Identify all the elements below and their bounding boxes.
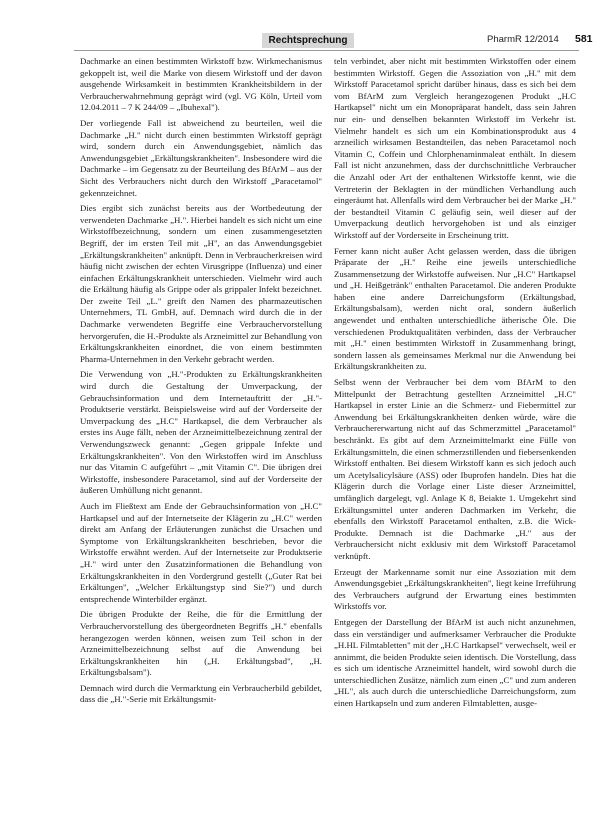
paragraph: Dachmarke an einen bestimmten Wirkstoff bzw. Wirkmechanismus gekoppelt ist, weil die Marke von diesem Wirkstoff und der davon ausgehende Wirksamkeit in bestimmten Krankheitsbildern in der Verbraucherwahrnehmung geprägt wird (vgl. VG Köln, Urteil vom 12.04.2011 – 7 K 244/09 – „Ibuhexal"). [80, 56, 322, 113]
paragraph: Der vorliegende Fall ist abweichend zu beurteilen, weil die Dachmarke „H." nicht durch einen bestimmten Wirkstoff geprägt wird, sondern durch ein Anwendungsgebiet, nämlich das Anwendungsgebiet „Erkältungskrankheiten". Insbesondere wird die Dachmarke – im Gegensatz zu der Beurteilung des BfArM – aus der Sicht des Verbrauchers nicht durch den Wirkstoff „Paracetamol" gekennzeichnet. [80, 117, 322, 198]
paragraph: Erzeugt der Markenname somit nur eine Assoziation mit dem Anwendungsgebiet „Erkältungskrankheiten", liegt keine Irreführung des Verbrauchers aufgrund der Erwartung eines bestimmten Wirkstoffs vor. [334, 566, 576, 612]
page-number: 581 [575, 33, 593, 45]
paragraph: Ferner kann nicht außer Acht gelassen werden, dass die übrigen Präparate der „H." Reihe eine jeweils unterschiedliche Zusammensetzung der Wirkstoffe aufweisen. Nur „H.C" Hartkapsel und „H. Heißgetränk" enthalten Paracetamol. Die anderen Produkte haben eine andere Darreichungsform (Erkältungsbad, Erkältungsbalsam), werden nicht oral, sondern äußerlich angewendet und enthalten unterschiedliche ätherische Öle. Die verschiedenen Produktqualitäten verbinden, dass der Verbraucher mit „H." einen bestimmten Wirkstoff in Zusammenhang bringt, sondern lassen als gemeinsames Merkmal nur die Anwendung bei Erkältungskrankheiten zu. [334, 245, 576, 372]
text-column-right [334, 56, 576, 830]
paragraph: teln verbindet, aber nicht mit bestimmten Wirkstoffen oder einem bestimmten Wirkstoff. Gegen die Assoziation von „H." mit dem Wirkstoff Paracetamol spricht darüber hinaus, dass es sich bei dem vom BfArM zum Vergleich herangezogenen Produkt „H.C Hartkapsel" nicht um ein Monopräparat handelt, dass sein Jahren nur ein- und denselben bekannten Wirkstoff im Verkehr ist. Vielmehr handelt es sich um ein Kombinationsprodukt aus 4 arzneilich wirksamen Bestandteilen, das neben Paracetamol noch Vitamin C, Coffein und Chlorphenaminmaleat enthält. In diesem Fall ist nicht anzunehmen, dass der durchschnittliche Verbraucher die Anzahl oder Art der enthaltenen Wirkstoffe kennt, wie die Vertreterin der Beklagten in der mündlichen Verhandlung auch eingeräumt hat. Allenfalls wird dem Verbraucher bei der Marke „H." der bestandteil Vitamin C geläufig sein, weil dieser auf der Umverpackung deutlich hervorgehoben ist und als einziger Wirkstoff auf der Vorderseite in Erscheinung tritt. [334, 56, 576, 240]
paragraph: Demnach wird durch die Vermarktung ein Verbraucherbild gebildet, dass die „H."-Serie mit Erkältungsmit- [80, 682, 322, 705]
section-header-tab [262, 33, 354, 48]
text-column-left [80, 56, 322, 830]
journal-reference: PharmR 12/2014 [487, 34, 559, 45]
paragraph: Dies ergibt sich zunächst bereits aus der Wortbedeutung der verwendeten Dachmarke „H.". Hierbei handelt es sich nicht um eine Wirkstoffbezeichnung, sondern um einen zusammengesetzten Begriff, der im ersten Teil mit „H", an das Anwendungsgebiet „Erkältungskrankheiten" anknüpft. Denn in Verbraucherkreisen wird häufig nicht zwischen der echten Virusgrippe (Influenza) und einer einfachen Erkältungskrankheit unterschieden. Vielmehr wird auch die Erkältung häufig als Grippe oder als grippaler Infekt bezeichnet. Der zweite Teil „L." greift den Namen des pharmazeutischen Unternehmers, TL GmbH, auf. Demnach wird durch die in der Dachmarke verwendeten Begriffe eine Verbrauchervorstellung hervorgerufen, die H.-Produkte als Arzneimittel zur Behandlung von Erkältungskrankheiten einordnet, die von einem bestimmten Pharma-Unternehmen in den Verkehr gebracht werden. [80, 203, 322, 364]
paragraph: Selbst wenn der Verbraucher bei dem vom BfArM to den Mittelpunkt der Betrachtung gestellten Arzneimittel „H.C" Hartkapsel in erster Linie an die Schmerz- und Fiebermittel zur Anwendung bei Erkältungskrankheiten denken würde, wäre die Verbrauchererwartung nicht auf das Schmerzmittel „Paracetamol" beschränkt. Es gibt auf dem Arzneimittelmarkt eine Fülle von Erkältungsmitteln, die einen schmerzstillenden und fiebersenkenden Wirkstoff enthalten. Bei diesem Wirkstoff kann es sich jedoch auch um Acetylsalicylsäure (ASS) oder Ibuprofen handeln. Dies hat die Klägerin durch die Vorlage einer Liste dieser Arzneimittel, umfänglich dargelegt, vgl. Anlage K 8, Beiakte 1. Umgekehrt sind Erkältungsmittel unter anderen Dachmarken im Verkehr, die ebenfalls den Wirkstoff Paracetamol enthalten, z.B. die Wick-Produkte. Demnach ist die Dachmarke „H." aus der Verbrauchersicht nicht exklusiv mit dem Wirkstoff Paracetamol verknüpft. [334, 377, 576, 561]
section-title: Rechtsprechung [268, 35, 348, 46]
paragraph: Die übrigen Produkte der Reihe, die für die Ermittlung der Verbrauchervorstellung des übergeordneten Begriffs „H." ebenfalls herangezogen werden können, weisen zum Teil schon in der Arzneimittelbezeichnung selbst auf die Anwendung bei Erkältungskrankheiten hin („H. Erkältungsbad", „H. Erkältungsbalsam"). [80, 609, 322, 678]
header-rule [74, 50, 579, 51]
paragraph: Die Verwendung von „H."-Produkten zu Erkältungskrankheiten wird durch die Gestaltung der Umverpackung, der Gebrauchsinformation und dem Internetauftritt der „H."-Produktserie verstärkt. Beispielsweise wird auf der Vorderseite der Umverpackung des „H.C" Hartkapsel, die dem Verbraucher als erstes ins Auge fällt, neben der Arzneimittelbezeichnung zentral der Verwendungszweck genannt: „Gegen grippale Infekte und Erkältungskrankheiten". Von den Wirkstoffen wird im Anschluss nur das Vitamin C aufgeführt – „mit Vitamin C". Die übrigen drei Wirkstoffe, insbesondere Paracetamol, sind auf der Vorderseite der äußeren Umhüllung nicht genannt. [80, 369, 322, 496]
paragraph: Auch im Fließtext am Ende der Gebrauchsinformation von „H.C" Hartkapsel und auf der Internetseite der Klägerin zu „H.C" werden direkt am Anfang der Erläuterungen zunächst die Ursachen und Symptome von Erkältungskrankheiten beschrieben, bevor die Wirkstoffe erwähnt werden. Auf der Internetseite zur Produktserie „H." wird unter den Zusatzinformationen die Behandlung von Erkältungskrankheiten in den Vordergrund gestellt („Guter Rat bei Erkältungen", „Welcher Erkältungstyp sind Sie?") und durch entsprechende Winterbilder ergänzt. [80, 500, 322, 604]
paragraph: Entgegen der Darstellung der BfArM ist auch nicht anzunehmen, dass ein verständiger und aufmerksamer Verbraucher die Produkte „H.HL Filmtabletten" mit der „H.C Hartkapsel" verwechselt, weil er annimmt, die beiden Produkte seien identisch. Die Vorstellung, dass es sich um identische Arzneimittel handelt, wird sowohl durch die unterschiedlichen Zusätze, nämlich zum einen „C" und zum anderen „HL", als auch durch die unterschiedliche Darreichungsform, zum einen Hartkapseln und zum anderen Filmtabletten, ausge- [334, 616, 576, 709]
